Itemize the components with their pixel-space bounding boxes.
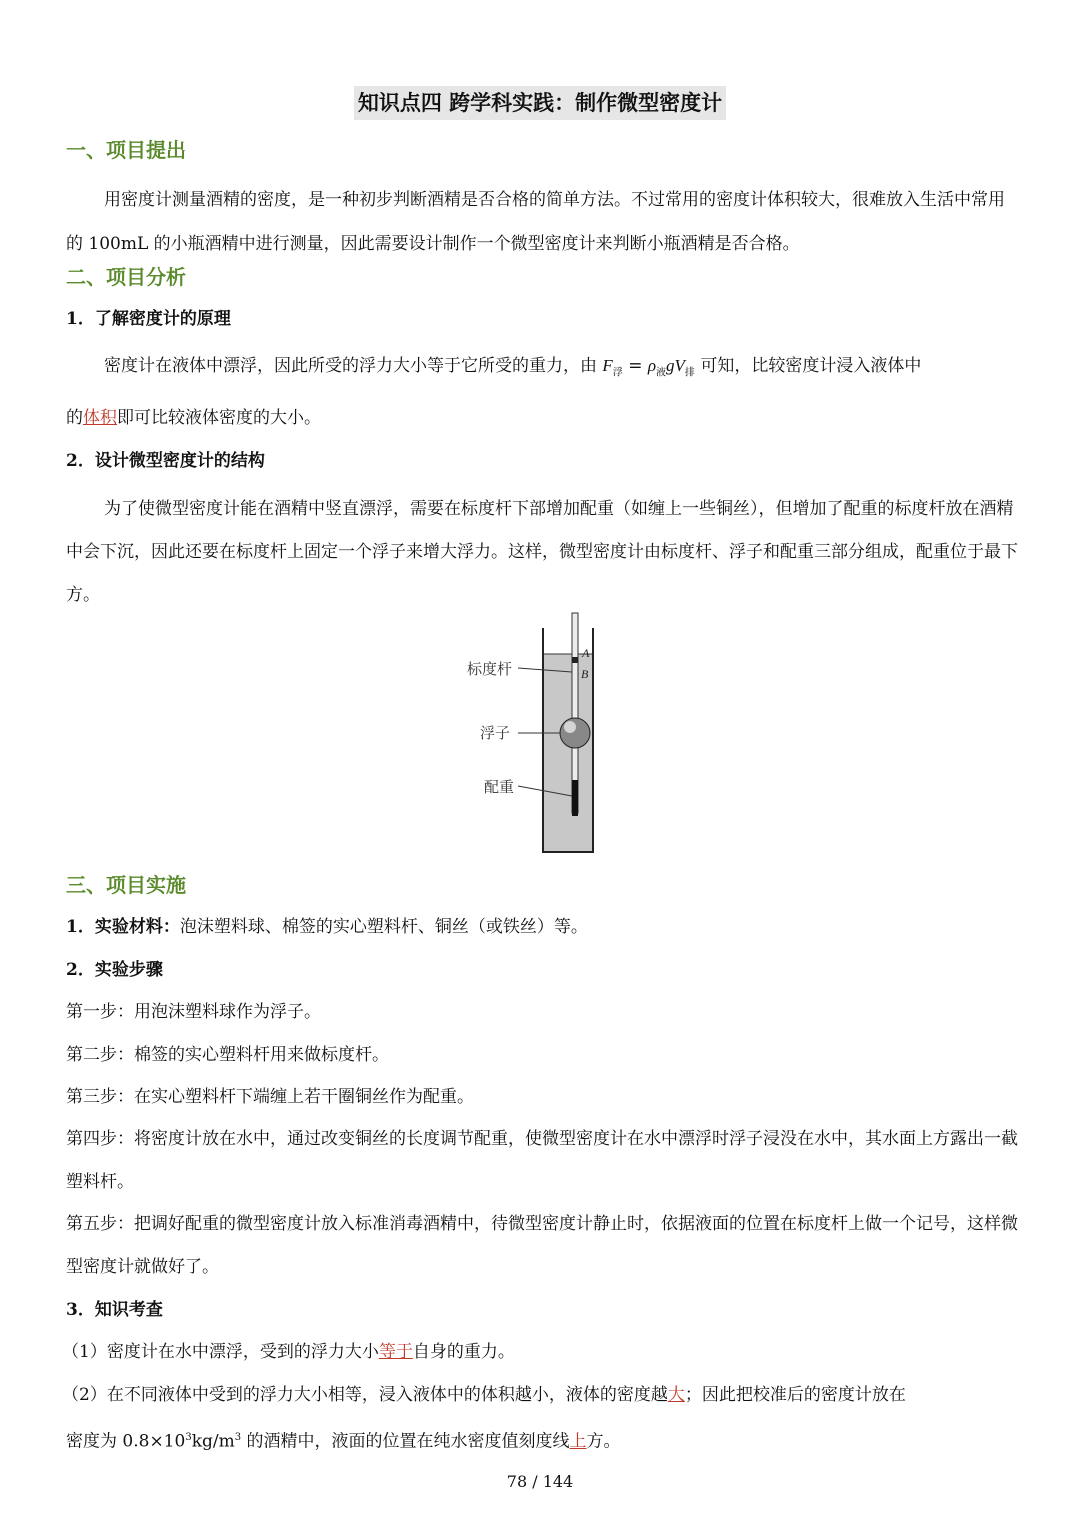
label-float: 浮子 — [480, 724, 511, 742]
subheading-structure: 2．设计微型密度计的结构 — [66, 451, 265, 471]
principle-text-b: 可知，比较密度计浸入液体中 — [694, 356, 922, 376]
formula-g: g — [666, 356, 675, 375]
q1-answer: 等于 — [378, 1342, 413, 1362]
step-3: 第三步：在实心塑料杆下端缠上若干圈铜丝作为配重。 — [66, 1087, 474, 1107]
materials-line — [66, 914, 1020, 940]
steps-heading: 2．实验步骤 — [66, 960, 163, 980]
step-1: 第一步：用泡沫塑料球作为浮子。 — [66, 1002, 321, 1022]
page-number: 78 / 144 — [506, 1472, 574, 1491]
q2-text-f: 方。 — [586, 1431, 621, 1452]
step-5: 第五步：把调好配重的微型密度计放入标准消毒酒精中，待微型密度计静止时，依据液面的位置在标度杆上做一个记号，这样微型密度计就做好了。 — [66, 1214, 1018, 1277]
question-1 — [62, 1339, 1016, 1365]
q2-sup-2: 3 — [234, 1432, 242, 1443]
q2-answer-1: 大 — [667, 1385, 685, 1405]
principle-text-a: 密度计在液体中漂浮，因此所受的浮力大小等于它所受的重力，由 — [104, 356, 603, 376]
q2-text-e: 的酒精中，液面的位置在纯水密度值刻度线 — [241, 1431, 570, 1452]
formula-rho-sub: 液 — [656, 367, 667, 379]
counterweight — [572, 780, 578, 816]
q2-answer-2: 上 — [569, 1431, 587, 1452]
materials-label: 1．实验材料： — [66, 917, 180, 937]
label-weight: 配重 — [484, 778, 515, 796]
liquid — [543, 654, 593, 851]
formula-rho: ρ — [647, 356, 657, 375]
formula-v-sub: 排 — [684, 367, 695, 379]
answer-volume: 体积 — [83, 408, 117, 428]
section-heading-3: 三、项目实施 — [66, 873, 186, 897]
q2-text-c: 密度为 0.8×10 — [66, 1431, 186, 1452]
q1-text-b: 自身的重力。 — [412, 1342, 515, 1362]
check-heading: 3．知识考查 — [66, 1300, 163, 1320]
principle-text-c: 的 — [66, 408, 83, 428]
section-heading-2: 二、项目分析 — [66, 265, 186, 289]
structure-paragraph: 为了使微型密度计能在酒精中竖直漂浮，需要在标度杆下部增加配重（如缠上一些铜丝），但增加了配重的标度杆放在酒精中会下沉，因此还要在标度杆上固定一个浮子来增大浮力。这样，微型密度计由标度杆、浮子和配重三部分组成，配重位于最下方。 — [66, 499, 1018, 605]
formula-v: V — [674, 356, 685, 375]
step-2: 第二步：棉签的实心塑料杆用来做标度杆。 — [66, 1045, 389, 1065]
formula-f: F — [602, 356, 613, 375]
q1-text-a: （1）密度计在水中漂浮，受到的浮力大小 — [62, 1342, 379, 1362]
subheading-principle: 1．了解密度计的原理 — [66, 309, 231, 329]
label-rod: 标度杆 — [467, 660, 513, 678]
question-2-line-2 — [66, 1425, 1020, 1455]
question-2-line-1 — [62, 1382, 1016, 1408]
principle-text-d: 即可比较液体密度的大小。 — [117, 408, 321, 428]
float-ball — [560, 718, 590, 748]
formula-f-sub: 浮 — [612, 367, 623, 379]
float-highlight — [564, 721, 576, 733]
q2-text-a: （2）在不同液体中受到的浮力大小相等，浸入液体中的体积越小，液体的密度越 — [62, 1385, 668, 1405]
materials-text: 泡沫塑料球、棉签的实心塑料杆、铜丝（或铁丝）等。 — [179, 917, 588, 937]
section-heading-1: 一、项目提出 — [66, 138, 186, 162]
principle-line-2 — [66, 405, 1020, 431]
step-4: 第四步：将密度计放在水中，通过改变铜丝的长度调节配重，使微型密度计在水中漂浮时浮子浸没在水中，其水面上方露出一截塑料杆。 — [66, 1129, 1018, 1192]
principle-line-1 — [66, 353, 1020, 386]
density-meter-figure — [460, 608, 620, 858]
q2-sup-1: 3 — [185, 1432, 192, 1443]
q2-text-d: kg/m — [191, 1431, 235, 1452]
title-wrap — [0, 86, 1080, 120]
page-title: 知识点四 跨学科实践：制作微型密度计 — [354, 86, 726, 120]
mark-b-label: B — [581, 667, 589, 681]
q2-text-b: ；因此把校准后的密度计放在 — [684, 1385, 906, 1405]
section1-paragraph: 用密度计测量酒精的密度，是一种初步判断酒精是否合格的简单方法。不过常用的密度计体积较大，很难放入生活中常用的 100mL 的小瓶酒精中进行测量，因此需要设计制作一个微型密度计来判断小瓶酒精是否合格。 — [66, 190, 1005, 254]
mark-a-label: A — [582, 646, 590, 660]
rod-mark — [572, 657, 578, 663]
formula-eq: = — [622, 356, 648, 376]
